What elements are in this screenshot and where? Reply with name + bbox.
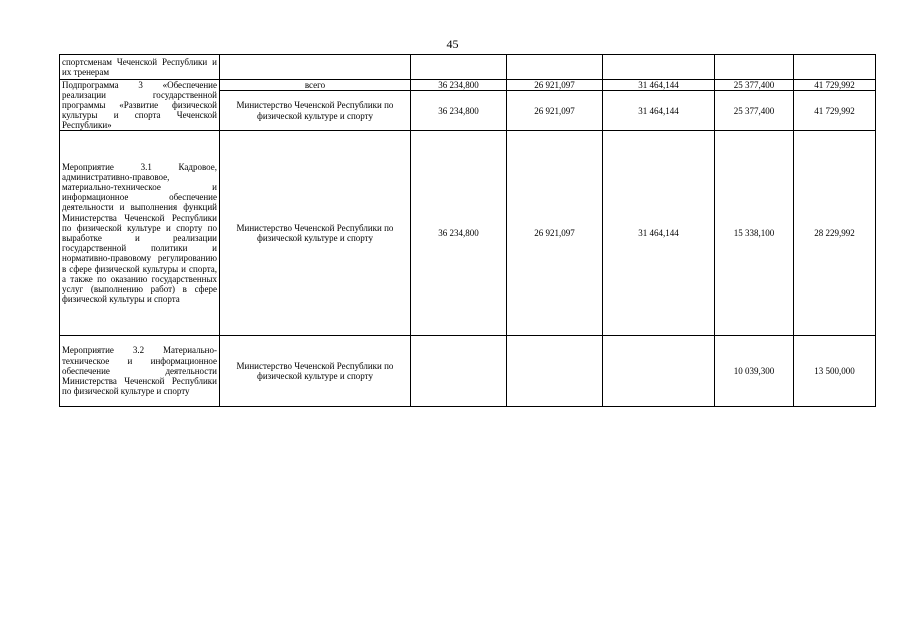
executor-cell (220, 55, 411, 80)
value-cell: 13 500,000 (794, 336, 876, 407)
executor-cell: Министерство Чеченской Республики по физической культуре и спорту (220, 336, 411, 407)
executor-cell: всего (220, 80, 411, 91)
value-cell: 41 729,992 (794, 91, 876, 131)
value-cell: 28 229,992 (794, 131, 876, 336)
value-cell: 15 338,100 (715, 131, 794, 336)
table-row (60, 131, 876, 336)
measure-name-cell: Мероприятие 3.2 Материально-техническое и информационное обеспечение деятельности Министерства Чеченской Республики по физической культуре и спорту (60, 336, 220, 407)
measure-name-cell: Мероприятие 3.1 Кадровое, административно-правовое, материально-техническое и информационное обеспечение деятельности и выполнения функций Министерства Чеченской Республики по физической культуре и спорту по выработке и реализации государственной политики и нормативно-правовому регулированию в сфере физической культуры и спорта, а также по оказанию государственных услуг (выполнению работ) в сфере физической культуры и спорта (60, 131, 220, 336)
executor-cell: Министерство Чеченской Республики по физической культуре и спорту (220, 131, 411, 336)
value-cell: 31 464,144 (603, 131, 715, 336)
value-cell (603, 55, 715, 80)
table-row (60, 55, 876, 80)
table-row (60, 80, 876, 91)
program-name-cell: спортсменам Чеченской Республики и их тренерам (60, 55, 220, 80)
executor-cell: Министерство Чеченской Республики по физической культуре и спорту (220, 91, 411, 131)
value-cell (507, 55, 603, 80)
value-cell (603, 336, 715, 407)
value-cell (794, 55, 876, 80)
value-cell (715, 55, 794, 80)
value-cell: 31 464,144 (603, 91, 715, 131)
page-number: 45 (446, 37, 459, 51)
value-cell: 41 729,992 (794, 80, 876, 91)
value-cell: 36 234,800 (411, 131, 507, 336)
value-cell: 26 921,097 (507, 80, 603, 91)
value-cell: 25 377,400 (715, 80, 794, 91)
value-cell: 25 377,400 (715, 91, 794, 131)
value-cell (411, 336, 507, 407)
value-cell (411, 55, 507, 80)
table-row (60, 336, 876, 407)
budget-table (59, 54, 876, 407)
value-cell (507, 336, 603, 407)
value-cell: 36 234,800 (411, 80, 507, 91)
value-cell: 26 921,097 (507, 91, 603, 131)
value-cell: 26 921,097 (507, 131, 603, 336)
value-cell: 10 039,300 (715, 336, 794, 407)
subprogram-name-cell: Подпрограмма 3 «Обеспечение реализации государственной программы «Развитие физической культуры и спорта Чеченской Республики» (60, 80, 220, 131)
value-cell: 31 464,144 (603, 80, 715, 91)
value-cell: 36 234,800 (411, 91, 507, 131)
